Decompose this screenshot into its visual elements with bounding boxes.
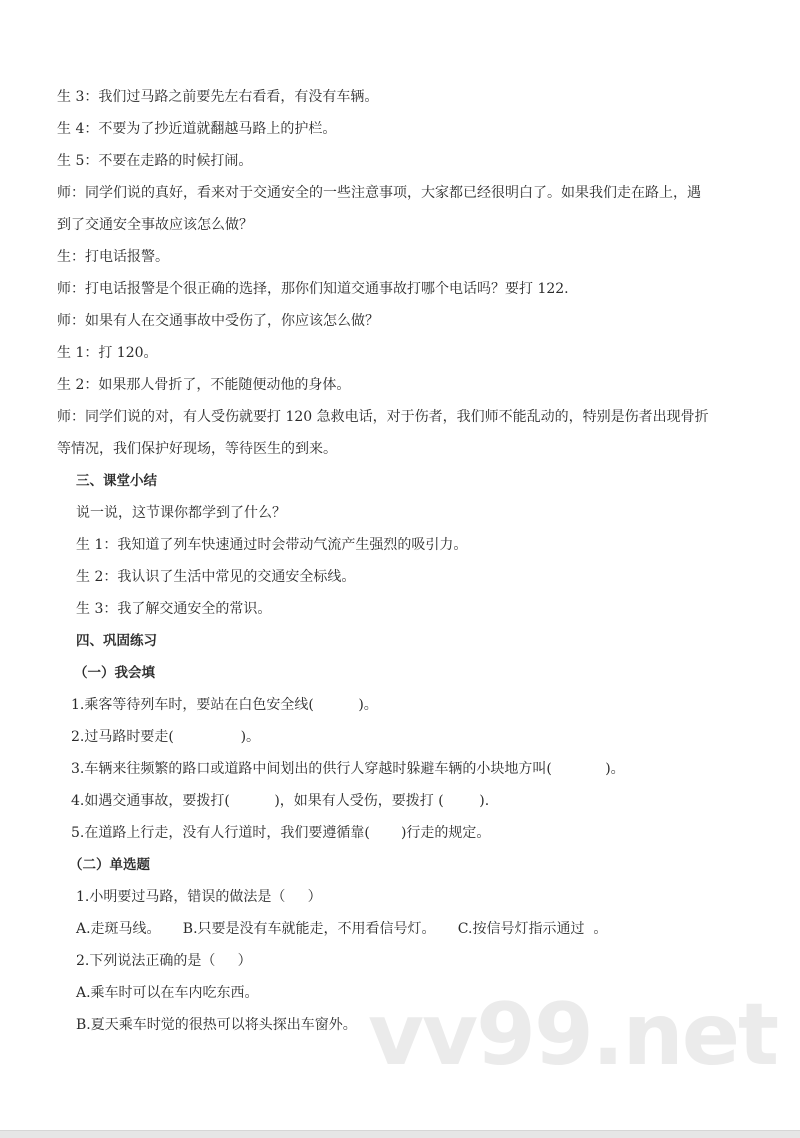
- choice-option: A.乘车时可以在车内吃东西。: [76, 985, 259, 1001]
- choice-question: 1.小明要过马路，错误的做法是（ ）: [76, 889, 322, 905]
- summary-line: 说一说，这节课你都学到了什么？: [76, 505, 286, 521]
- fill-question: 3.车辆来往频繁的路口或道路中间划出的供行人穿越时躲避车辆的小块地方叫( )。: [71, 761, 625, 777]
- dialogue-line: 师：同学们说的对，有人受伤就要打 120 急救电话，对于伤者，我们师不能乱动的，特别是伤者出现骨折: [57, 409, 709, 425]
- subheading-fill: （一）我会填: [74, 665, 155, 681]
- dialogue-line: 师：同学们说的真好，看来对于交通安全的一些注意事项，大家都已经很明白了。如果我们走在路上，遇: [57, 185, 701, 201]
- dialogue-line: 师：如果有人在交通事故中受伤了，你应该怎么做？: [57, 313, 379, 329]
- dialogue-line: 生 1：打 120。: [57, 345, 158, 361]
- watermark: vv99.net: [368, 985, 778, 1085]
- dialogue-line: 生 4：不要为了抄近道就翻越马路上的护栏。: [57, 121, 337, 137]
- dialogue-line: 到了交通安全事故应该怎么做？: [57, 217, 253, 233]
- dialogue-line: 生 5：不要在走路的时候打闹。: [57, 153, 253, 169]
- fill-question: 2.过马路时要走( )。: [71, 729, 261, 745]
- section-heading-summary: 三、课堂小结: [76, 473, 157, 489]
- section-heading-practice: 四、巩固练习: [76, 633, 157, 649]
- fill-question: 5.在道路上行走，没有人行道时，我们要遵循靠( )行走的规定。: [71, 825, 491, 841]
- dialogue-line: 生 2：如果那人骨折了，不能随便动他的身体。: [57, 377, 351, 393]
- fill-question: 4.如遇交通事故，要拨打( )，如果有人受伤，要拨打 ( ).: [71, 793, 490, 809]
- choice-option: B.夏天乘车时觉的很热可以将头探出车窗外。: [76, 1017, 357, 1033]
- fill-question: 1.乘客等待列车时，要站在白色安全线( )。: [71, 697, 378, 713]
- summary-line: 生 1：我知道了列车快速通过时会带动气流产生强烈的吸引力。: [76, 537, 468, 553]
- choice-options: A.走斑马线。 B.只要是没有车就能走，不用看信号灯。 C.按信号灯指示通过 。: [76, 921, 608, 937]
- dialogue-line: 等情况，我们保护好现场，等待医生的到来。: [57, 441, 337, 457]
- dialogue-line: 生 3：我们过马路之前要先左右看看，有没有车辆。: [57, 89, 379, 105]
- summary-line: 生 2：我认识了生活中常见的交通安全标线。: [76, 569, 356, 585]
- choice-question: 2.下列说法正确的是（ ）: [76, 953, 252, 969]
- summary-line: 生 3：我了解交通安全的常识。: [76, 601, 272, 617]
- dialogue-line: 师：打电话报警是个很正确的选择，那你们知道交通事故打哪个电话吗？要打 122.: [57, 281, 569, 297]
- dialogue-line: 生：打电话报警。: [57, 249, 169, 265]
- subheading-choice: （二）单选题: [69, 857, 150, 873]
